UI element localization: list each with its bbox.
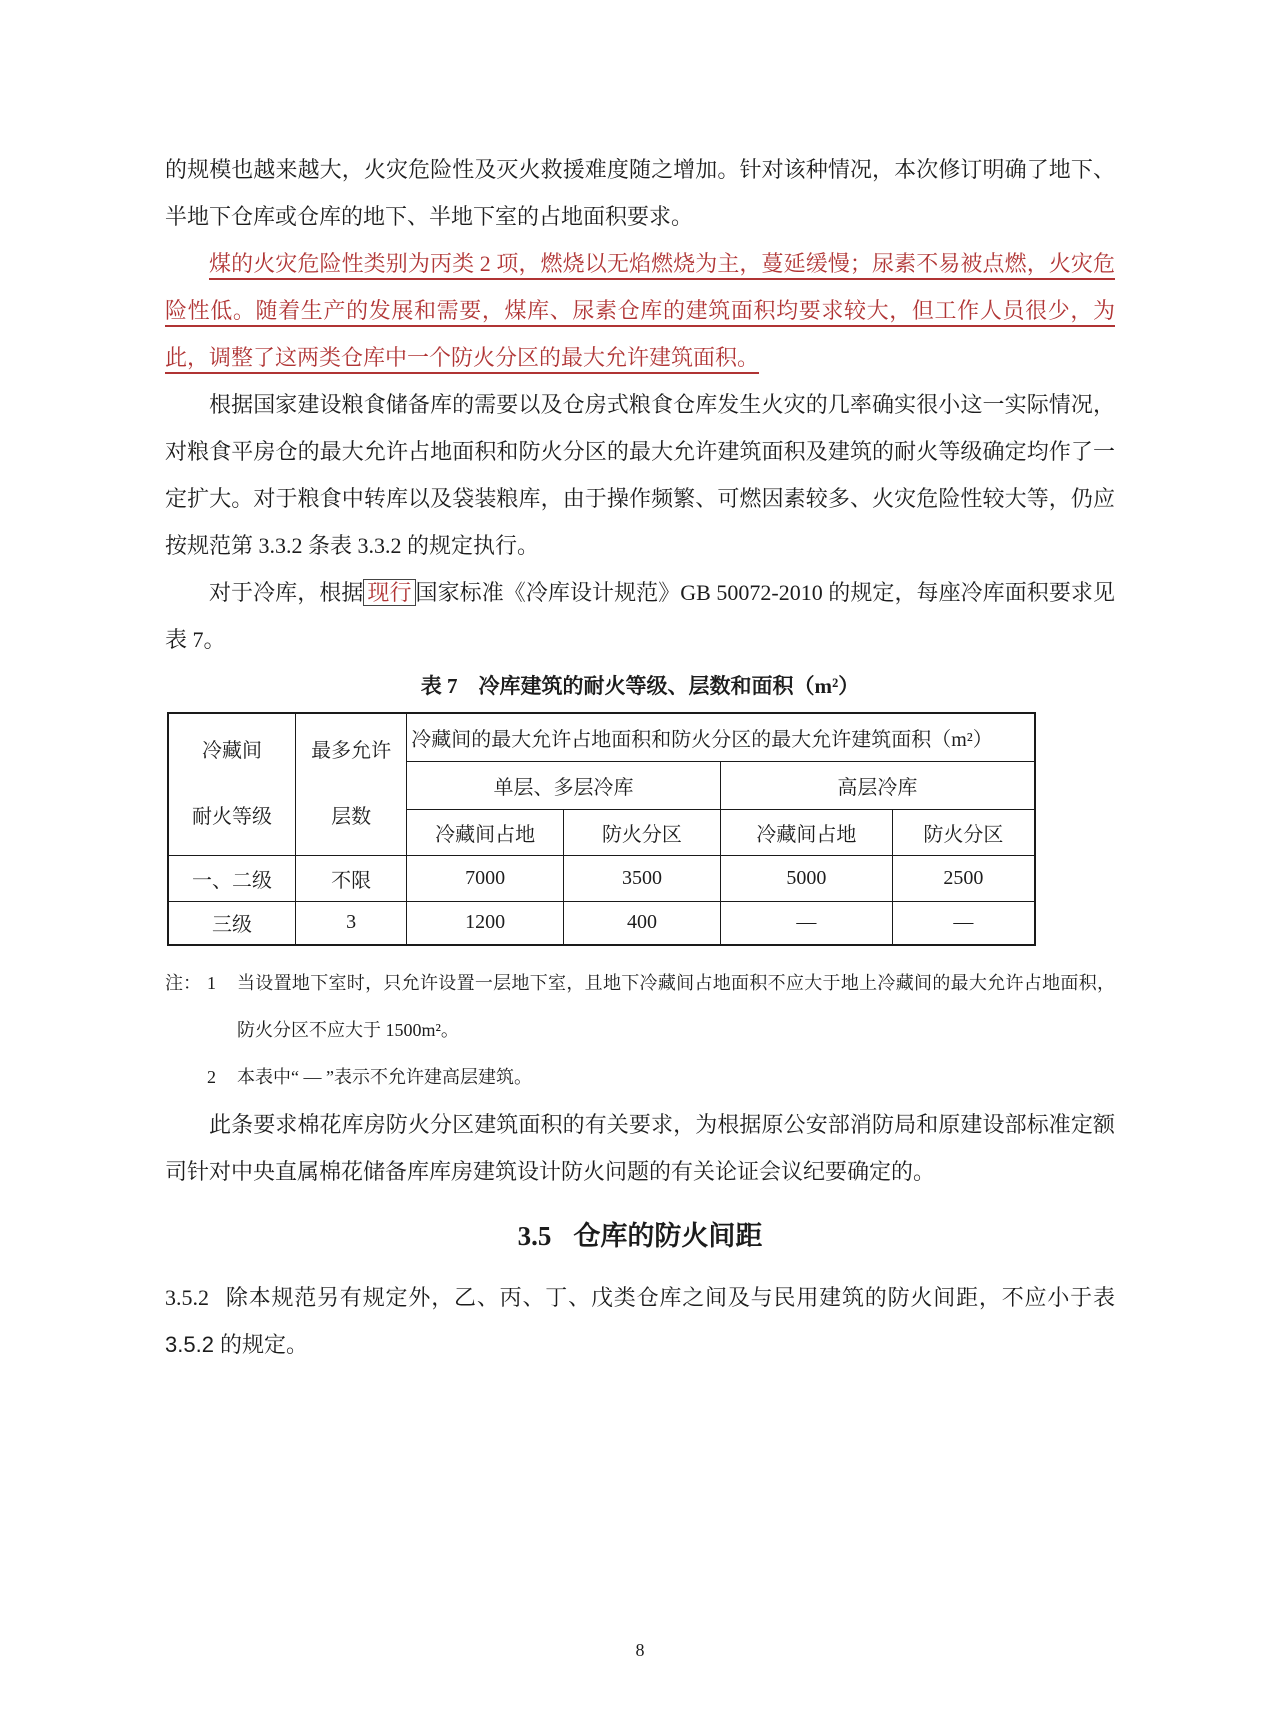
cell-value: 7000	[407, 855, 564, 901]
inserted-term-xianxing: 现行	[363, 579, 415, 606]
header-max-floors-line1: 最多允许	[311, 740, 392, 763]
table-row	[168, 855, 1035, 901]
page-number: 8	[635, 1640, 645, 1660]
note-2-text: 本表中“ — ”表示不允许建高层建筑。	[237, 1067, 532, 1087]
note-2-number: 2	[207, 1067, 216, 1087]
cell-floors-3: 3	[295, 901, 406, 945]
header-fire-rating-line2: 耐火等级	[191, 806, 272, 829]
cell-value: —	[720, 901, 892, 945]
table-row	[168, 901, 1035, 945]
header-fire-compartment-2: 防火分区	[892, 809, 1035, 855]
paragraph-cotton-storage: 此条要求棉花库房防火分区建筑面积的有关要求，为根据原公安部消防局和原建设部标准定额司针对中央直属棉花储备库库房建筑设计防火问题的有关论证会议纪要确定的。	[165, 1112, 1115, 1184]
cell-floors-unlimited: 不限	[295, 855, 406, 901]
paragraph-grain-storage: 根据国家建设粮食储备库的需要以及仓房式粮食仓库发生火灾的几率确实很小这一实际情况，对粮食平房仓的最大允许占地面积和防火分区的最大允许建筑面积及建筑的耐火等级确定均作了一定扩大。对于粮食中转库以及袋装粮库，由于操作频繁、可燃因素较多、火灾危险性较大等，仍应按规范第 3.3.2 条表 3.3.2 的规定执行。	[165, 392, 1115, 558]
clause-number: 3.5.2	[165, 1285, 209, 1310]
header-fire-rating	[168, 713, 295, 855]
cell-value: 2500	[892, 855, 1035, 901]
header-high-rise: 高层冷库	[720, 761, 1035, 809]
cell-value: 1200	[407, 901, 564, 945]
header-max-floors	[295, 713, 406, 855]
table-7-caption: 表 7 冷库建筑的耐火等级、层数和面积（m²）	[420, 674, 860, 698]
header-fire-rating-line1: 冷藏间	[201, 740, 262, 763]
header-single-multi-storey: 单层、多层冷库	[407, 761, 721, 809]
paragraph-cold-storage-post: 国家标准《冷库设计规范》GB 50072-2010 的规定，每座冷库面积要求见表 7。	[165, 580, 1115, 652]
table-notes	[165, 960, 1115, 1101]
note-2	[165, 1054, 1115, 1101]
note-label: 注：	[165, 973, 201, 993]
page-body	[165, 146, 1115, 1368]
section-heading-3-5	[165, 1213, 1115, 1260]
note-1-number: 1	[207, 973, 216, 993]
cell-value: 400	[564, 901, 721, 945]
clause-text: 除本规范另有规定外，乙、丙、丁、戊类仓库之间及与民用建筑的防火间距，不应小于表 3.5.2 的规定。	[165, 1285, 1115, 1357]
section-number: 3.5	[517, 1221, 552, 1251]
paragraph-cold-storage	[165, 569, 1115, 663]
cell-value: 3500	[564, 855, 721, 901]
note-1	[165, 960, 1115, 1054]
table-row	[168, 713, 1035, 761]
cell-value: —	[892, 901, 1035, 945]
table-7	[167, 712, 1036, 946]
header-occupied-area-1: 冷藏间占地	[407, 809, 564, 855]
cell-grade-3: 三级	[168, 901, 295, 945]
paragraph-cold-storage-pre: 对于冷库，根据	[209, 580, 364, 605]
header-max-area-span: 冷藏间的最大允许占地面积和防火分区的最大允许建筑面积（m²）	[407, 713, 1035, 761]
cell-grade-1-2: 一、二级	[168, 855, 295, 901]
note-1-text: 当设置地下室时，只允许设置一层地下室，且地下冷藏间占地面积不应大于地上冷藏间的最大允许占地面积，防火分区不应大于 1500m²。	[237, 973, 1115, 1040]
paragraph-revision-red: 煤的火灾危险性类别为丙类 2 项，燃烧以无焰燃烧为主，蔓延缓慢；尿素不易被点燃，火灾危险性低。随着生产的发展和需要，煤库、尿素仓库的建筑面积均要求较大，但工作人员很少，为此，调整了这两类仓库中一个防火分区的最大允许建筑面积。	[165, 251, 1115, 370]
paragraph-continuation: 的规模也越来越大，火灾危险性及灭火救援难度随之增加。针对该种情况，本次修订明确了地下、半地下仓库或仓库的地下、半地下室的占地面积要求。	[165, 157, 1115, 229]
header-fire-compartment-1: 防火分区	[564, 809, 721, 855]
header-max-floors-line2: 层数	[331, 806, 372, 829]
header-occupied-area-2: 冷藏间占地	[720, 809, 892, 855]
section-title: 仓库的防火间距	[573, 1221, 763, 1251]
clause-3-5-2	[165, 1274, 1115, 1368]
cell-value: 5000	[720, 855, 892, 901]
